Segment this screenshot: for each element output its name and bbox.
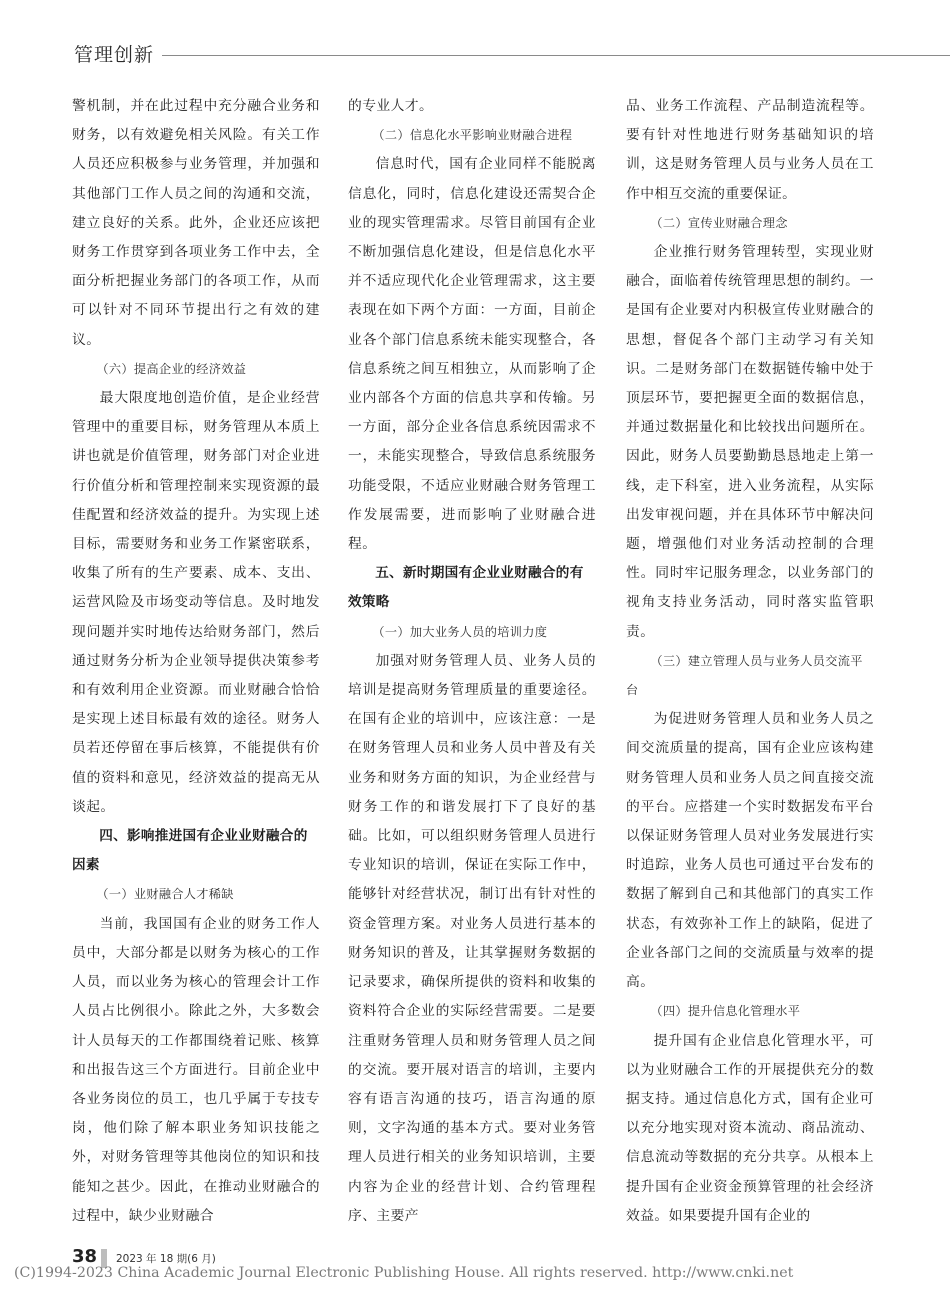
body-paragraph: 最大限度地创造价值，是企业经营管理中的重要目标，财务管理从本质上讲也就是价值管理，财务部门对企业进行价值分析和管理控制来实现资源的最佳配置和经济效益的提升。为实现上述目标，需要财务和业务工作紧密联系，收集了所有的生产要素、成本、支出、运营风险及市场变动等信息。及时地发现问题并实时地传达给财务部门，然后通过财务分析为企业领导提供决策参考和有效利用企业资源。而业财融合恰恰是实现上述目标最有效的途径。财务人员若还停留在事后核算，不能提供有价值的资料和意见，经济效益的提高无从谈起。 (72, 390, 320, 815)
column-right (626, 92, 874, 1231)
section-heading: 五、新时期国有企业业财融合的有效策略 (348, 565, 584, 611)
journal-section-title: 管理创新 (74, 44, 155, 66)
subsection-heading: （六）提高企业的经济效益 (96, 361, 247, 376)
page-number: 38 (72, 1246, 98, 1267)
body-paragraph: 加强对财务管理人员、业务人员的培训是提高财务管理质量的重要途径。在国有企业的培训中，应该注意：一是在财务管理人员和业务人员中普及有关业务和财务方面的知识，为企业经营与财务工作的和谐发展打下了良好的基础。比如，可以组织财务管理人员进行专业知识的培训，保证在实际工作中，能够针对经营状况，制订出有针对性的资金管理方案。对业务人员进行基本的财务知识的普及，让其掌握财务数据的记录要求，确保所提供的资料和收集的资料符合企业的实际经营需要。二是要注重财务管理人员和财务管理人员之间的交流。要开展对语言的培训，主要内容有语言沟通的技巧，语言沟通的原则，文字沟通的基本方式。要对业务管理人员进行相关的业务知识培训，主要内容为企业的经营计划、合约管理程序、主要产 (348, 652, 596, 1224)
issue-info: 2023 年 18 期(6 月) (116, 1253, 216, 1265)
copyright-line: (C)1994-2023 China Academic Journal Electronic Publishing House. All rights reserved. http://www.cnki.net (14, 1265, 794, 1281)
subsection-heading: （一）加大业务人员的培训力度 (372, 624, 548, 639)
subsection-heading: （二）宣传业财融合理念 (650, 215, 788, 230)
section-heading: 四、影响推进国有企业业财融合的因素 (72, 828, 308, 874)
body-paragraph: 企业推行财务管理转型，实现业财融合，面临着传统管理思想的制约。一是国有企业要对内积极宣传业财融合的思想，督促各个部门主动学习有关知识。二是财务部门在数据链传输中处于顶层环节，要把握更全面的数据信息，并通过数据量化和比较找出问题所在。因此，财务人员要勤勤恳恳地走上第一线，走下科室，进入业务流程，从实际出发审视问题，并在具体环节中解决问题，增强他们对业务活动控制的合理性。同时牢记服务理念，以业务部门的视角支持业务活动，同时落实监管职责。 (626, 244, 874, 640)
subsection-heading: （四）提升信息化管理水平 (650, 1004, 801, 1019)
body-paragraph: 的专业人才。 (348, 98, 434, 114)
column-middle (348, 92, 596, 1231)
subsection-heading: （二）信息化水平影响业财融合进程 (372, 128, 573, 143)
header-rule (162, 55, 950, 56)
page-header (60, 30, 950, 70)
subsection-heading: （一）业财融合人才稀缺 (96, 887, 234, 902)
body-paragraph: 信息时代，国有企业同样不能脱离信息化，同时，信息化建设还需契合企业的现实管理需求。尽管目前国有企业不断加强信息化建设，但是信息化水平并不适应现代化企业管理需求，这主要表现在如下两个方面：一方面，目前企业各个部门信息系统未能实现整合，各信息系统之间互相独立，从而影响了企业内部各个方面的信息共享和传输。另一方面，部分企业各信息系统因需求不一，未能实现整合，导致信息系统服务功能受限，不适应业财融合财务管理工作发展需要，进而影响了业财融合进程。 (348, 156, 596, 553)
body-paragraph: 警机制，并在此过程中充分融合业务和财务，以有效避免相关风险。有关工作人员还应积极参与业务管理，并加强和其他部门工作人员之间的沟通和交流，建立良好的关系。此外，企业还应该把财务工作贯穿到各项业务工作中去，全面分析把握业务部门的各项工作，从而可以针对不同环节提出行之有效的建议。 (72, 98, 320, 348)
body-paragraph: 为促进财务管理人员和业务人员之间交流质量的提高，国有企业应该构建财务管理人员和业务人员之间直接交流的平台。应搭建一个实时数据发布平台以保证财务管理人员对业务发展进行实时追踪，业务人员也可通过平台发布的数据了解到自己和其他部门的真实工作状态，有效弥补工作上的缺陷，促进了企业各部门之间的交流质量与效率的提高。 (626, 711, 874, 991)
column-left (72, 92, 320, 1231)
body-paragraph: 品、业务工作流程、产品制造流程等。要有针对性地进行财务基础知识的培训，这是财务管理人员与业务人员在工作中相互交流的重要保证。 (626, 98, 874, 202)
subsection-heading: （三）建立管理人员与业务人员交流平台 (626, 653, 863, 698)
body-paragraph: 当前，我国国有企业的财务工作人员中，大部分都是以财务为核心的工作人员，而以业务为核心的管理会计工作人员占比例很小。除此之外，大多数会计人员每天的工作都围绕着记账、核算和出报告这三个方面进行。目前企业中各业务岗位的员工，也几乎属于专技专岗，他们除了解本职业务知识技能之外，对财务管理等其他岗位的知识和技能知之甚少。因此，在推动业财融合的过程中，缺少业财融合 (72, 915, 320, 1224)
body-paragraph: 提升国有企业信息化管理水平，可以为业财融合工作的开展提供充分的数据支持。通过信息化方式，国有企业可以充分地实现对资本流动、商品流动、信息流动等数据的充分共享。从根本上提升国有企业资金预算管理的社会经济效益。如果要提升国有企业的 (626, 1032, 874, 1224)
